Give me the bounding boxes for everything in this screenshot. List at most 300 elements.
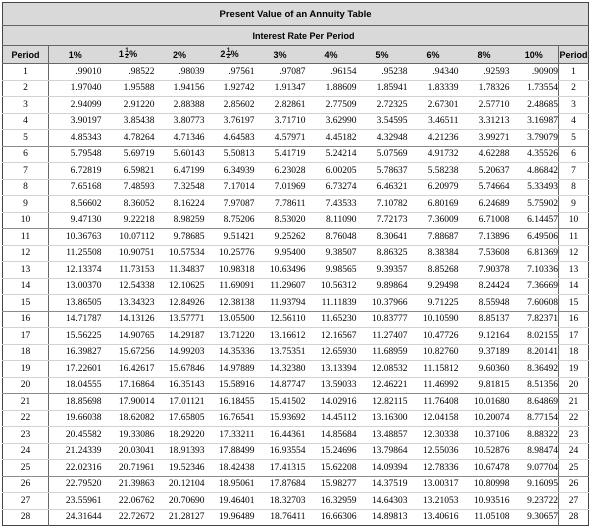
value-cell: 23.55961 — [49, 493, 102, 510]
table-row — [3, 394, 589, 411]
value-cell: 22.72672 — [118, 512, 155, 523]
value-cell: 8.20141 — [510, 344, 559, 361]
rate-header — [49, 46, 102, 64]
value-cell: 6.49506 — [510, 229, 559, 246]
table-row — [3, 146, 589, 163]
value-cell: 7.36009 — [408, 212, 459, 229]
value-cell: 19.46401 — [205, 493, 255, 510]
period-cell-right: 20 — [559, 377, 589, 394]
period-cell-right: 21 — [559, 394, 589, 411]
value-cell: 5.07569 — [357, 146, 408, 163]
value-cell: 10.37966 — [357, 295, 408, 312]
value-cell: 5.58238 — [408, 163, 459, 180]
rate-whole: 4 — [324, 49, 330, 60]
value-cell: 9.81815 — [459, 377, 510, 394]
value-cell: 18.29220 — [155, 427, 205, 444]
rate-fraction-numerator: 1 — [125, 48, 129, 55]
value-cell: 14.45112 — [306, 410, 357, 427]
value-cell: 3.79079 — [510, 130, 559, 147]
value-cell: 18.76411 — [270, 512, 306, 523]
value-cell: 13.75351 — [255, 344, 306, 361]
value-cell: 3.46511 — [408, 113, 459, 130]
value-cell: 3.85438 — [102, 113, 155, 130]
period-cell: 13 — [3, 262, 49, 279]
value-cell: 14.13126 — [102, 311, 155, 328]
value-cell: 11.65230 — [306, 311, 357, 328]
value-cell: 9.51421 — [205, 229, 255, 246]
value-cell: 21.39863 — [102, 476, 155, 493]
value-cell: 21.24339 — [49, 443, 102, 460]
percent-sign: % — [129, 48, 138, 59]
value-cell: 10.98318 — [205, 262, 255, 279]
value-cell: 14.32380 — [255, 361, 306, 378]
value-cell: 19.66038 — [49, 410, 102, 427]
value-cell: 3.76197 — [205, 113, 255, 130]
value-cell: 8.75206 — [205, 212, 255, 229]
value-cell: 19.33086 — [102, 427, 155, 444]
table-title: Present Value of an Annuity Table — [3, 3, 589, 26]
value-cell: 9.25262 — [255, 229, 306, 246]
value-cell: 14.35336 — [205, 344, 255, 361]
value-cell: 6.23028 — [255, 163, 306, 180]
value-cell: 7.10782 — [357, 196, 408, 213]
value-cell: 5.75902 — [510, 196, 559, 213]
value-cell: 19.96489 — [218, 512, 255, 523]
value-cell: 6.46321 — [357, 179, 408, 196]
value-cell: 14.71787 — [49, 311, 102, 328]
value-cell: 12.65930 — [306, 344, 357, 361]
value-cell: 12.10625 — [155, 278, 205, 295]
value-cell: 3.80773 — [155, 113, 205, 130]
value-cell: 22.02316 — [49, 460, 102, 477]
value-cell: 20.45582 — [49, 427, 102, 444]
value-cell: 14.89813 — [371, 512, 408, 523]
value-cell: 4.21236 — [408, 130, 459, 147]
value-cell: 1.92742 — [205, 80, 255, 97]
value-cell: 18.04555 — [49, 377, 102, 394]
value-cell: 4.32948 — [357, 130, 408, 147]
value-cell: 11.68959 — [357, 344, 408, 361]
value-cell: 5.79548 — [49, 146, 102, 163]
value-cell: 4.85343 — [49, 130, 102, 147]
value-cell: 4.57971 — [255, 130, 306, 147]
value-cell: .92593 — [459, 64, 510, 81]
period-column-header: Period — [3, 46, 49, 64]
value-cell: 11.73153 — [102, 262, 155, 279]
value-cell: 6.73274 — [306, 179, 357, 196]
table-row — [3, 427, 589, 444]
value-cell: 22.79520 — [49, 476, 102, 493]
value-cell: 9.07704 — [510, 460, 559, 477]
value-cell: 5.69719 — [102, 146, 155, 163]
table-row — [3, 278, 589, 295]
value-cell: 11.25508 — [49, 245, 102, 262]
table-row — [3, 80, 589, 97]
value-cell: 11.93794 — [255, 295, 306, 312]
rate-header — [255, 46, 306, 64]
table-row — [3, 245, 589, 262]
value-cell: 19.52346 — [155, 460, 205, 477]
value-cell: .98039 — [155, 64, 205, 81]
value-cell: 9.38507 — [306, 245, 357, 262]
period-cell: 12 — [3, 245, 49, 262]
value-cell: 7.60608 — [510, 295, 559, 312]
period-cell: 9 — [3, 196, 49, 213]
value-cell: 7.48593 — [102, 179, 155, 196]
table-row — [3, 295, 589, 312]
rate-header — [205, 46, 255, 64]
value-cell: 9.89864 — [357, 278, 408, 295]
rate-whole: 2 — [172, 49, 178, 60]
value-cell: 12.46221 — [357, 377, 408, 394]
value-cell: 7.10336 — [510, 262, 559, 279]
value-cell: 7.43533 — [306, 196, 357, 213]
period-cell: 18 — [3, 344, 49, 361]
table-row — [3, 476, 589, 493]
table-row — [3, 460, 589, 477]
value-cell: 9.47130 — [49, 212, 102, 229]
period-cell-right: 1 — [559, 64, 589, 81]
value-cell: 5.60143 — [155, 146, 205, 163]
value-cell: 13.16612 — [255, 328, 306, 345]
period-cell: 4 — [3, 113, 49, 130]
value-cell: 10.52876 — [459, 443, 510, 460]
value-cell: 13.86505 — [49, 295, 102, 312]
period-cell-right: 10 — [559, 212, 589, 229]
period-cell: 15 — [3, 295, 49, 312]
value-cell: 16.66306 — [320, 512, 357, 523]
value-cell: 1.95588 — [102, 80, 155, 97]
value-cell: 3.99271 — [459, 130, 510, 147]
value-cell: 7.32548 — [155, 179, 205, 196]
value-cell: 18.95061 — [205, 476, 255, 493]
period-cell: 3 — [3, 97, 49, 114]
table-row — [3, 377, 589, 394]
value-cell: 8.53020 — [255, 212, 306, 229]
period-cell-right: 8 — [559, 179, 589, 196]
percent-sign: % — [380, 49, 389, 60]
period-column-header-right: Period — [559, 46, 589, 64]
value-cell: 7.78611 — [255, 196, 306, 213]
period-cell: 28 — [3, 509, 49, 526]
period-cell: 2 — [3, 80, 49, 97]
rate-fraction-numerator: 1 — [226, 48, 231, 55]
rate-whole: 8 — [477, 49, 483, 60]
value-cell: 2.57710 — [459, 97, 510, 114]
period-cell-right: 13 — [559, 262, 589, 279]
value-cell: 7.97087 — [205, 196, 255, 213]
value-cell: 1.83339 — [408, 80, 459, 97]
value-cell: 8.64869 — [510, 394, 559, 411]
period-cell-right: 22 — [559, 410, 589, 427]
value-cell: 5.33493 — [510, 179, 559, 196]
value-cell: 17.41315 — [255, 460, 306, 477]
value-cell: 14.87747 — [255, 377, 306, 394]
value-cell: 13.13394 — [306, 361, 357, 378]
value-cell: 8.98259 — [155, 212, 205, 229]
header-spacer-right — [559, 26, 589, 46]
value-cell: 8.85268 — [408, 262, 459, 279]
value-cell: 1.91347 — [255, 80, 306, 97]
period-cell-right: 2 — [559, 80, 589, 97]
period-cell: 6 — [3, 146, 49, 163]
value-cell: 6.47199 — [155, 163, 205, 180]
value-cell: 12.84926 — [155, 295, 205, 312]
table-row — [3, 64, 589, 81]
value-cell: 9.22218 — [102, 212, 155, 229]
value-cell: 13.34323 — [102, 295, 155, 312]
period-cell-right: 24 — [559, 443, 589, 460]
period-cell-right: 16 — [559, 311, 589, 328]
value-cell: 14.85684 — [306, 427, 357, 444]
value-cell: 7.01969 — [255, 179, 306, 196]
value-cell: 9.16095 — [510, 476, 559, 493]
period-cell: 11 — [3, 229, 49, 246]
value-cell: 2.85602 — [205, 97, 255, 114]
value-cell: 15.93692 — [255, 410, 306, 427]
value-cell: 17.88499 — [205, 443, 255, 460]
value-cell: 9.60360 — [459, 361, 510, 378]
value-cell: 7.13896 — [459, 229, 510, 246]
period-cell-right: 15 — [559, 295, 589, 312]
rate-whole: 1 — [118, 48, 124, 59]
value-cell: 11.11839 — [306, 295, 357, 312]
table-row — [3, 311, 589, 328]
period-cell-right: 5 — [559, 130, 589, 147]
period-cell: 25 — [3, 460, 49, 477]
value-cell: 16.18455 — [205, 394, 255, 411]
value-cell: 2.48685 — [510, 97, 559, 114]
table-body — [3, 64, 589, 526]
period-cell: 26 — [3, 476, 49, 493]
value-cell: 17.87684 — [255, 476, 306, 493]
period-cell: 8 — [3, 179, 49, 196]
value-cell: 10.83777 — [357, 311, 408, 328]
value-cell: 9.39357 — [357, 262, 408, 279]
value-cell: 8.36492 — [510, 361, 559, 378]
period-cell: 24 — [3, 443, 49, 460]
value-cell: 9.29498 — [408, 278, 459, 295]
table-row — [3, 493, 589, 510]
table-row — [3, 344, 589, 361]
value-cell: 17.65805 — [155, 410, 205, 427]
value-cell: 18.85698 — [49, 394, 102, 411]
period-cell: 7 — [3, 163, 49, 180]
value-cell: 18.42438 — [205, 460, 255, 477]
value-cell: 1.78326 — [459, 80, 510, 97]
table-row — [3, 443, 589, 460]
value-cell: 3.71710 — [255, 113, 306, 130]
period-cell-right: 6 — [559, 146, 589, 163]
period-cell-right: 12 — [559, 245, 589, 262]
value-cell: 16.32959 — [306, 493, 357, 510]
value-cell: 8.38384 — [408, 245, 459, 262]
period-cell: 22 — [3, 410, 49, 427]
period-cell-right: 25 — [559, 460, 589, 477]
value-cell: 5.78637 — [357, 163, 408, 180]
value-cell: 12.56110 — [255, 311, 306, 328]
value-cell: 7.88687 — [408, 229, 459, 246]
rate-header — [155, 46, 205, 64]
value-cell: 8.77154 — [510, 410, 559, 427]
value-cell: 14.37519 — [357, 476, 408, 493]
value-cell: 11.29607 — [255, 278, 306, 295]
value-cell: 6.14457 — [510, 212, 559, 229]
interest-rate-header: Interest Rate Per Period — [49, 26, 559, 46]
value-cell: 11.15812 — [408, 361, 459, 378]
value-cell: 12.08532 — [357, 361, 408, 378]
period-cell-right: 23 — [559, 427, 589, 444]
value-cell: 15.67256 — [102, 344, 155, 361]
value-cell: 17.22601 — [49, 361, 102, 378]
value-cell: 8.86325 — [357, 245, 408, 262]
value-cell: 2.77509 — [306, 97, 357, 114]
value-cell: 18.32703 — [255, 493, 306, 510]
rate-header — [306, 46, 357, 64]
period-cell-right: 4 — [559, 113, 589, 130]
table-row — [3, 229, 589, 246]
value-cell: 3.16987 — [510, 113, 559, 130]
value-cell: 6.81369 — [510, 245, 559, 262]
value-cell: 6.72819 — [49, 163, 102, 180]
value-cell: 3.54595 — [357, 113, 408, 130]
value-cell: 10.01680 — [459, 394, 510, 411]
percent-sign: % — [278, 49, 287, 60]
value-cell: 20.70690 — [155, 493, 205, 510]
value-cell: .97087 — [255, 64, 306, 81]
period-cell: 1 — [3, 64, 49, 81]
table-row — [3, 328, 589, 345]
value-cell: 16.44361 — [255, 427, 306, 444]
value-cell: 10.37106 — [459, 427, 510, 444]
value-cell: 12.13374 — [49, 262, 102, 279]
value-cell: 16.39827 — [49, 344, 102, 361]
value-cell: 14.29187 — [155, 328, 205, 345]
value-cell: 14.97889 — [205, 361, 255, 378]
table-row — [3, 130, 589, 147]
rate-whole: 1 — [68, 49, 74, 60]
value-cell: 21.28127 — [168, 512, 205, 523]
table-row — [3, 361, 589, 378]
period-cell: 16 — [3, 311, 49, 328]
value-cell: 15.67846 — [155, 361, 205, 378]
table-row — [3, 196, 589, 213]
value-cell: 10.07112 — [102, 229, 155, 246]
value-cell: 7.82371 — [510, 311, 559, 328]
value-cell: 6.00205 — [306, 163, 357, 180]
value-cell: 13.71220 — [205, 328, 255, 345]
value-cell: 2.88388 — [155, 97, 205, 114]
percent-sign: % — [73, 49, 82, 60]
value-cell: 13.16300 — [357, 410, 408, 427]
value-cell: 13.05500 — [205, 311, 255, 328]
value-cell: 18.62082 — [102, 410, 155, 427]
value-cell: 4.71346 — [155, 130, 205, 147]
value-cell: 20.12104 — [155, 476, 205, 493]
value-cell: 9.71225 — [408, 295, 459, 312]
value-cell: 3.62990 — [306, 113, 357, 130]
value-cell: 5.74664 — [459, 179, 510, 196]
value-cell: 14.64303 — [357, 493, 408, 510]
rate-fraction-denominator: 2 — [125, 54, 129, 61]
value-cell: 13.00317 — [408, 476, 459, 493]
value-cell: .90909 — [510, 64, 559, 81]
value-cell: 9.37189 — [459, 344, 510, 361]
percent-sign: % — [178, 49, 187, 60]
value-cell: 8.02155 — [510, 328, 559, 345]
value-cell: 9.30657 — [527, 512, 558, 523]
value-cell: 8.56602 — [49, 196, 102, 213]
value-cell: 10.63496 — [255, 262, 306, 279]
value-cell: 2.94099 — [49, 97, 102, 114]
value-cell: 6.59821 — [102, 163, 155, 180]
value-cell: 5.41719 — [255, 146, 306, 163]
period-cell-right: 9 — [559, 196, 589, 213]
value-cell: 6.20979 — [408, 179, 459, 196]
value-cell: 8.16224 — [155, 196, 205, 213]
rate-whole: 3 — [273, 49, 279, 60]
value-cell: 20.03041 — [102, 443, 155, 460]
rate-header — [357, 46, 408, 64]
header-spacer-left — [3, 26, 49, 46]
value-cell: 13.57771 — [155, 311, 205, 328]
table-row — [3, 262, 589, 279]
value-cell: 1.97040 — [49, 80, 102, 97]
value-cell: 14.09394 — [357, 460, 408, 477]
value-cell: 12.16567 — [306, 328, 357, 345]
period-cell-right: 19 — [559, 361, 589, 378]
value-cell: 12.04158 — [408, 410, 459, 427]
value-cell: 15.58916 — [205, 377, 255, 394]
value-cell: 2.91220 — [102, 97, 155, 114]
period-cell-right: 28 — [559, 509, 589, 526]
value-cell: 8.24424 — [459, 278, 510, 295]
value-cell: 8.85137 — [459, 311, 510, 328]
value-cell: 10.10590 — [408, 311, 459, 328]
value-cell: 16.76541 — [205, 410, 255, 427]
period-cell-right: 14 — [559, 278, 589, 295]
value-cell: 7.72173 — [357, 212, 408, 229]
value-cell: 8.55948 — [459, 295, 510, 312]
value-cell: .96154 — [306, 64, 357, 81]
value-cell: 13.79864 — [357, 443, 408, 460]
table-row — [3, 212, 589, 229]
rate-header — [102, 46, 155, 64]
value-cell: 2.72325 — [357, 97, 408, 114]
value-cell: 6.34939 — [205, 163, 255, 180]
value-cell: 10.57534 — [155, 245, 205, 262]
value-cell: 11.27407 — [357, 328, 408, 345]
value-cell: 4.35526 — [510, 146, 559, 163]
value-cell: 8.30641 — [357, 229, 408, 246]
value-cell: 14.99203 — [155, 344, 205, 361]
table-row — [3, 410, 589, 427]
period-cell: 17 — [3, 328, 49, 345]
period-cell-right: 18 — [559, 344, 589, 361]
value-cell: 15.41502 — [255, 394, 306, 411]
value-cell: 12.54338 — [102, 278, 155, 295]
value-cell: 3.31213 — [459, 113, 510, 130]
period-cell: 23 — [3, 427, 49, 444]
value-cell: .99010 — [49, 64, 102, 81]
value-cell: 7.65168 — [49, 179, 102, 196]
value-cell: 16.42617 — [102, 361, 155, 378]
value-cell: 4.78264 — [102, 130, 155, 147]
value-cell: 20.71961 — [102, 460, 155, 477]
value-cell: 6.80169 — [408, 196, 459, 213]
value-cell: 12.30338 — [408, 427, 459, 444]
value-cell: 17.16864 — [102, 377, 155, 394]
